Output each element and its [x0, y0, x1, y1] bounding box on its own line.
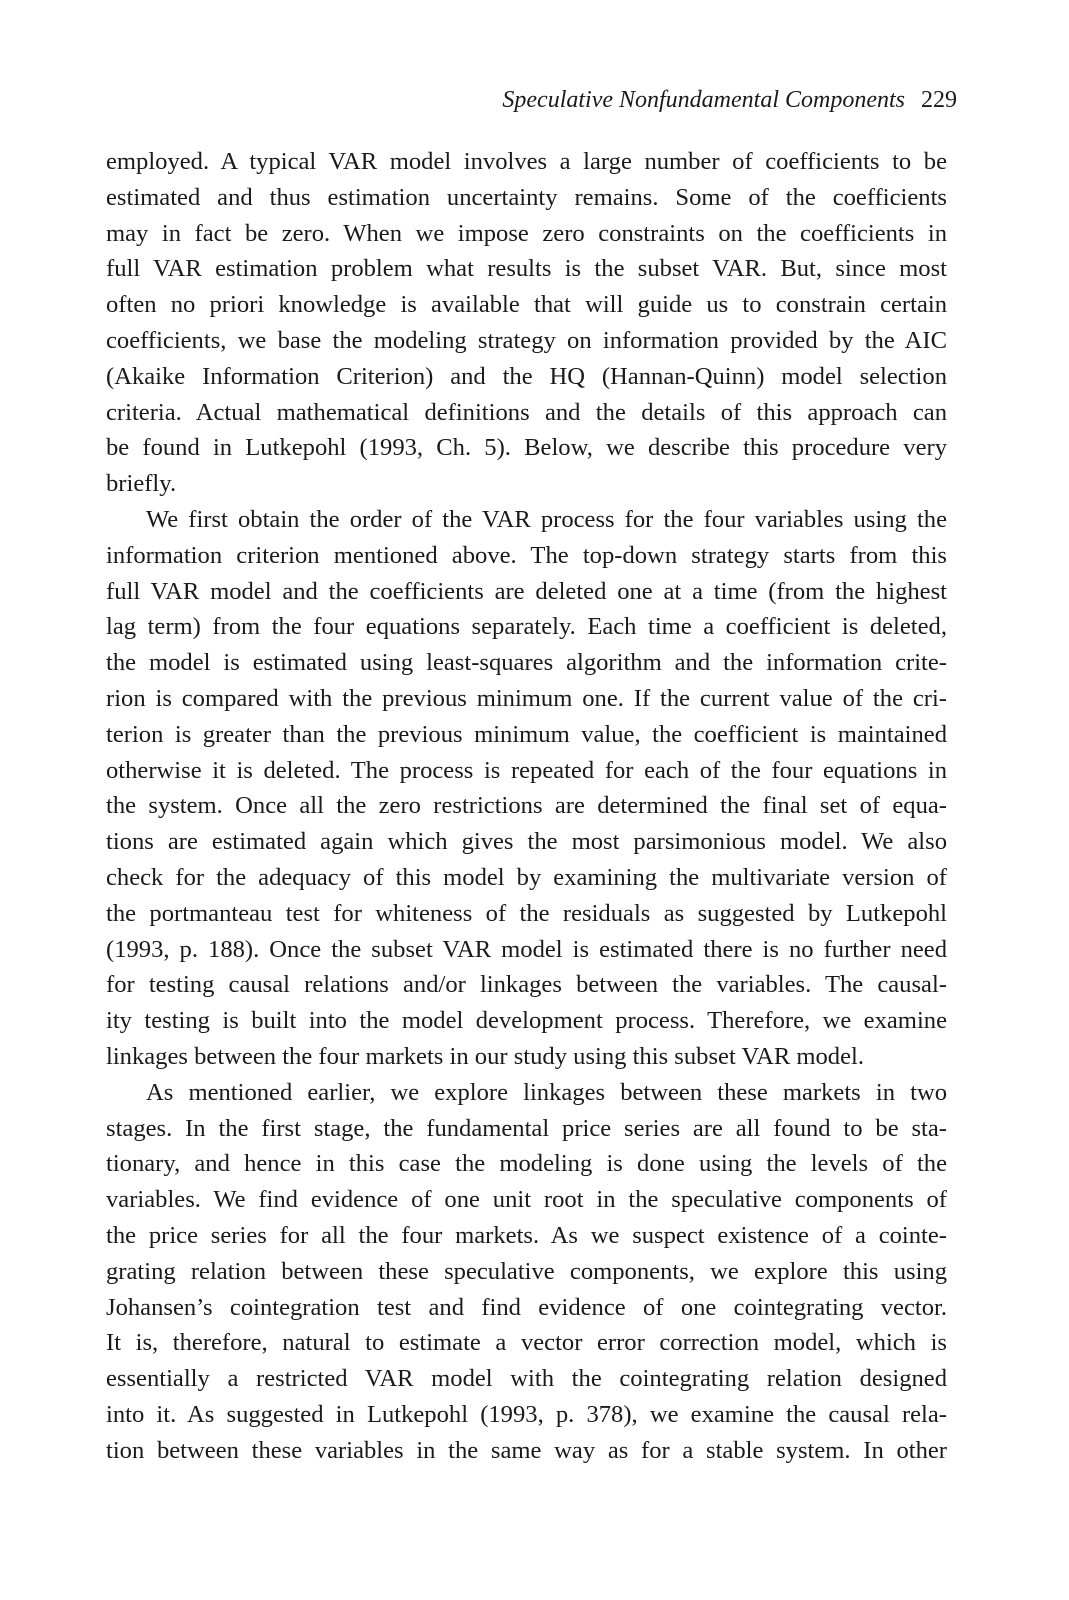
- text-line: tionary, and hence in this case the modeling is done using the levels of the: [106, 1150, 947, 1178]
- text-line: briefly.: [106, 470, 177, 498]
- text-line: (1993, p. 188). Once the subset VAR model is estimated there is no further need: [106, 935, 947, 963]
- text-line: for testing causal relations and/or linkages between the variables. The causal-: [106, 971, 947, 999]
- text-line: full VAR model and the coefficients are deleted one at a time (from the highest: [106, 577, 947, 605]
- paragraph-3: [106, 1075, 947, 1469]
- text-line: criteria. Actual mathematical definitions and the details of this approach can: [106, 398, 947, 426]
- text-line: stages. In the first stage, the fundamental price series are all found to be sta-: [106, 1114, 947, 1142]
- text-line: terion is greater than the previous minimum value, the coefficient is maintained: [106, 720, 947, 748]
- text-line: full VAR estimation problem what results is the subset VAR. But, since most: [106, 255, 947, 283]
- text-line: linkages between the four markets in our study using this subset VAR model.: [106, 1042, 864, 1070]
- text-line: the system. Once all the zero restrictions are determined the final set of equa-: [106, 792, 947, 820]
- text-line: the portmanteau test for whiteness of the residuals as suggested by Lutkepohl: [106, 899, 947, 927]
- text-line: rion is compared with the previous minimum one. If the current value of the cri-: [106, 684, 947, 712]
- text-line: essentially a restricted VAR model with the cointegrating relation designed: [106, 1365, 947, 1393]
- text-line: into it. As suggested in Lutkepohl (1993, p. 378), we examine the causal rela-: [106, 1400, 947, 1428]
- text-line: be found in Lutkepohl (1993, Ch. 5). Below, we describe this procedure very: [106, 434, 947, 462]
- text-line: the price series for all the four markets. As we suspect existence of a cointe-: [106, 1221, 947, 1249]
- text-line: (Akaike Information Criterion) and the HQ (Hannan-Quinn) model selection: [106, 362, 947, 390]
- text-line: may in fact be zero. When we impose zero constraints on the coefficients in: [106, 219, 947, 247]
- running-head-title: Speculative Nonfundamental Components: [502, 87, 905, 113]
- text-line: Johansen’s cointegration test and find evidence of one cointegrating vector.: [106, 1293, 947, 1321]
- running-head: [502, 84, 957, 116]
- text-line: It is, therefore, natural to estimate a vector error correction model, which is: [106, 1329, 947, 1357]
- text-line: We first obtain the order of the VAR process for the four variables using the: [146, 505, 947, 533]
- text-line: estimated and thus estimation uncertainty remains. Some of the coefficients: [106, 183, 947, 211]
- paragraph-2: [106, 502, 947, 1075]
- text-line: coefficients, we base the modeling strategy on information provided by the AIC: [106, 326, 947, 354]
- text-line: otherwise it is deleted. The process is repeated for each of the four equations in: [106, 756, 947, 784]
- paragraph-1: [106, 144, 947, 502]
- text-line: tion between these variables in the same way as for a stable system. In other: [106, 1436, 947, 1464]
- text-line: lag term) from the four equations separately. Each time a coefficient is deleted,: [106, 613, 947, 641]
- text-line: As mentioned earlier, we explore linkages between these markets in two: [146, 1078, 947, 1106]
- text-line: variables. We find evidence of one unit root in the speculative components of: [106, 1186, 947, 1214]
- text-line: often no priori knowledge is available that will guide us to constrain certain: [106, 291, 947, 319]
- text-line: ity testing is built into the model development process. Therefore, we examine: [106, 1007, 947, 1035]
- text-line: grating relation between these speculative components, we explore this using: [106, 1257, 947, 1285]
- body-text: [106, 144, 947, 1468]
- text-line: employed. A typical VAR model involves a large number of coefficients to be: [106, 148, 947, 175]
- text-line: check for the adequacy of this model by examining the multivariate version of: [106, 863, 947, 891]
- text-line: the model is estimated using least-squares algorithm and the information crite-: [106, 649, 947, 677]
- page-number: 229: [921, 87, 957, 113]
- text-line: tions are estimated again which gives the most parsimonious model. We also: [106, 828, 947, 856]
- text-line: information criterion mentioned above. The top-down strategy starts from this: [106, 541, 947, 569]
